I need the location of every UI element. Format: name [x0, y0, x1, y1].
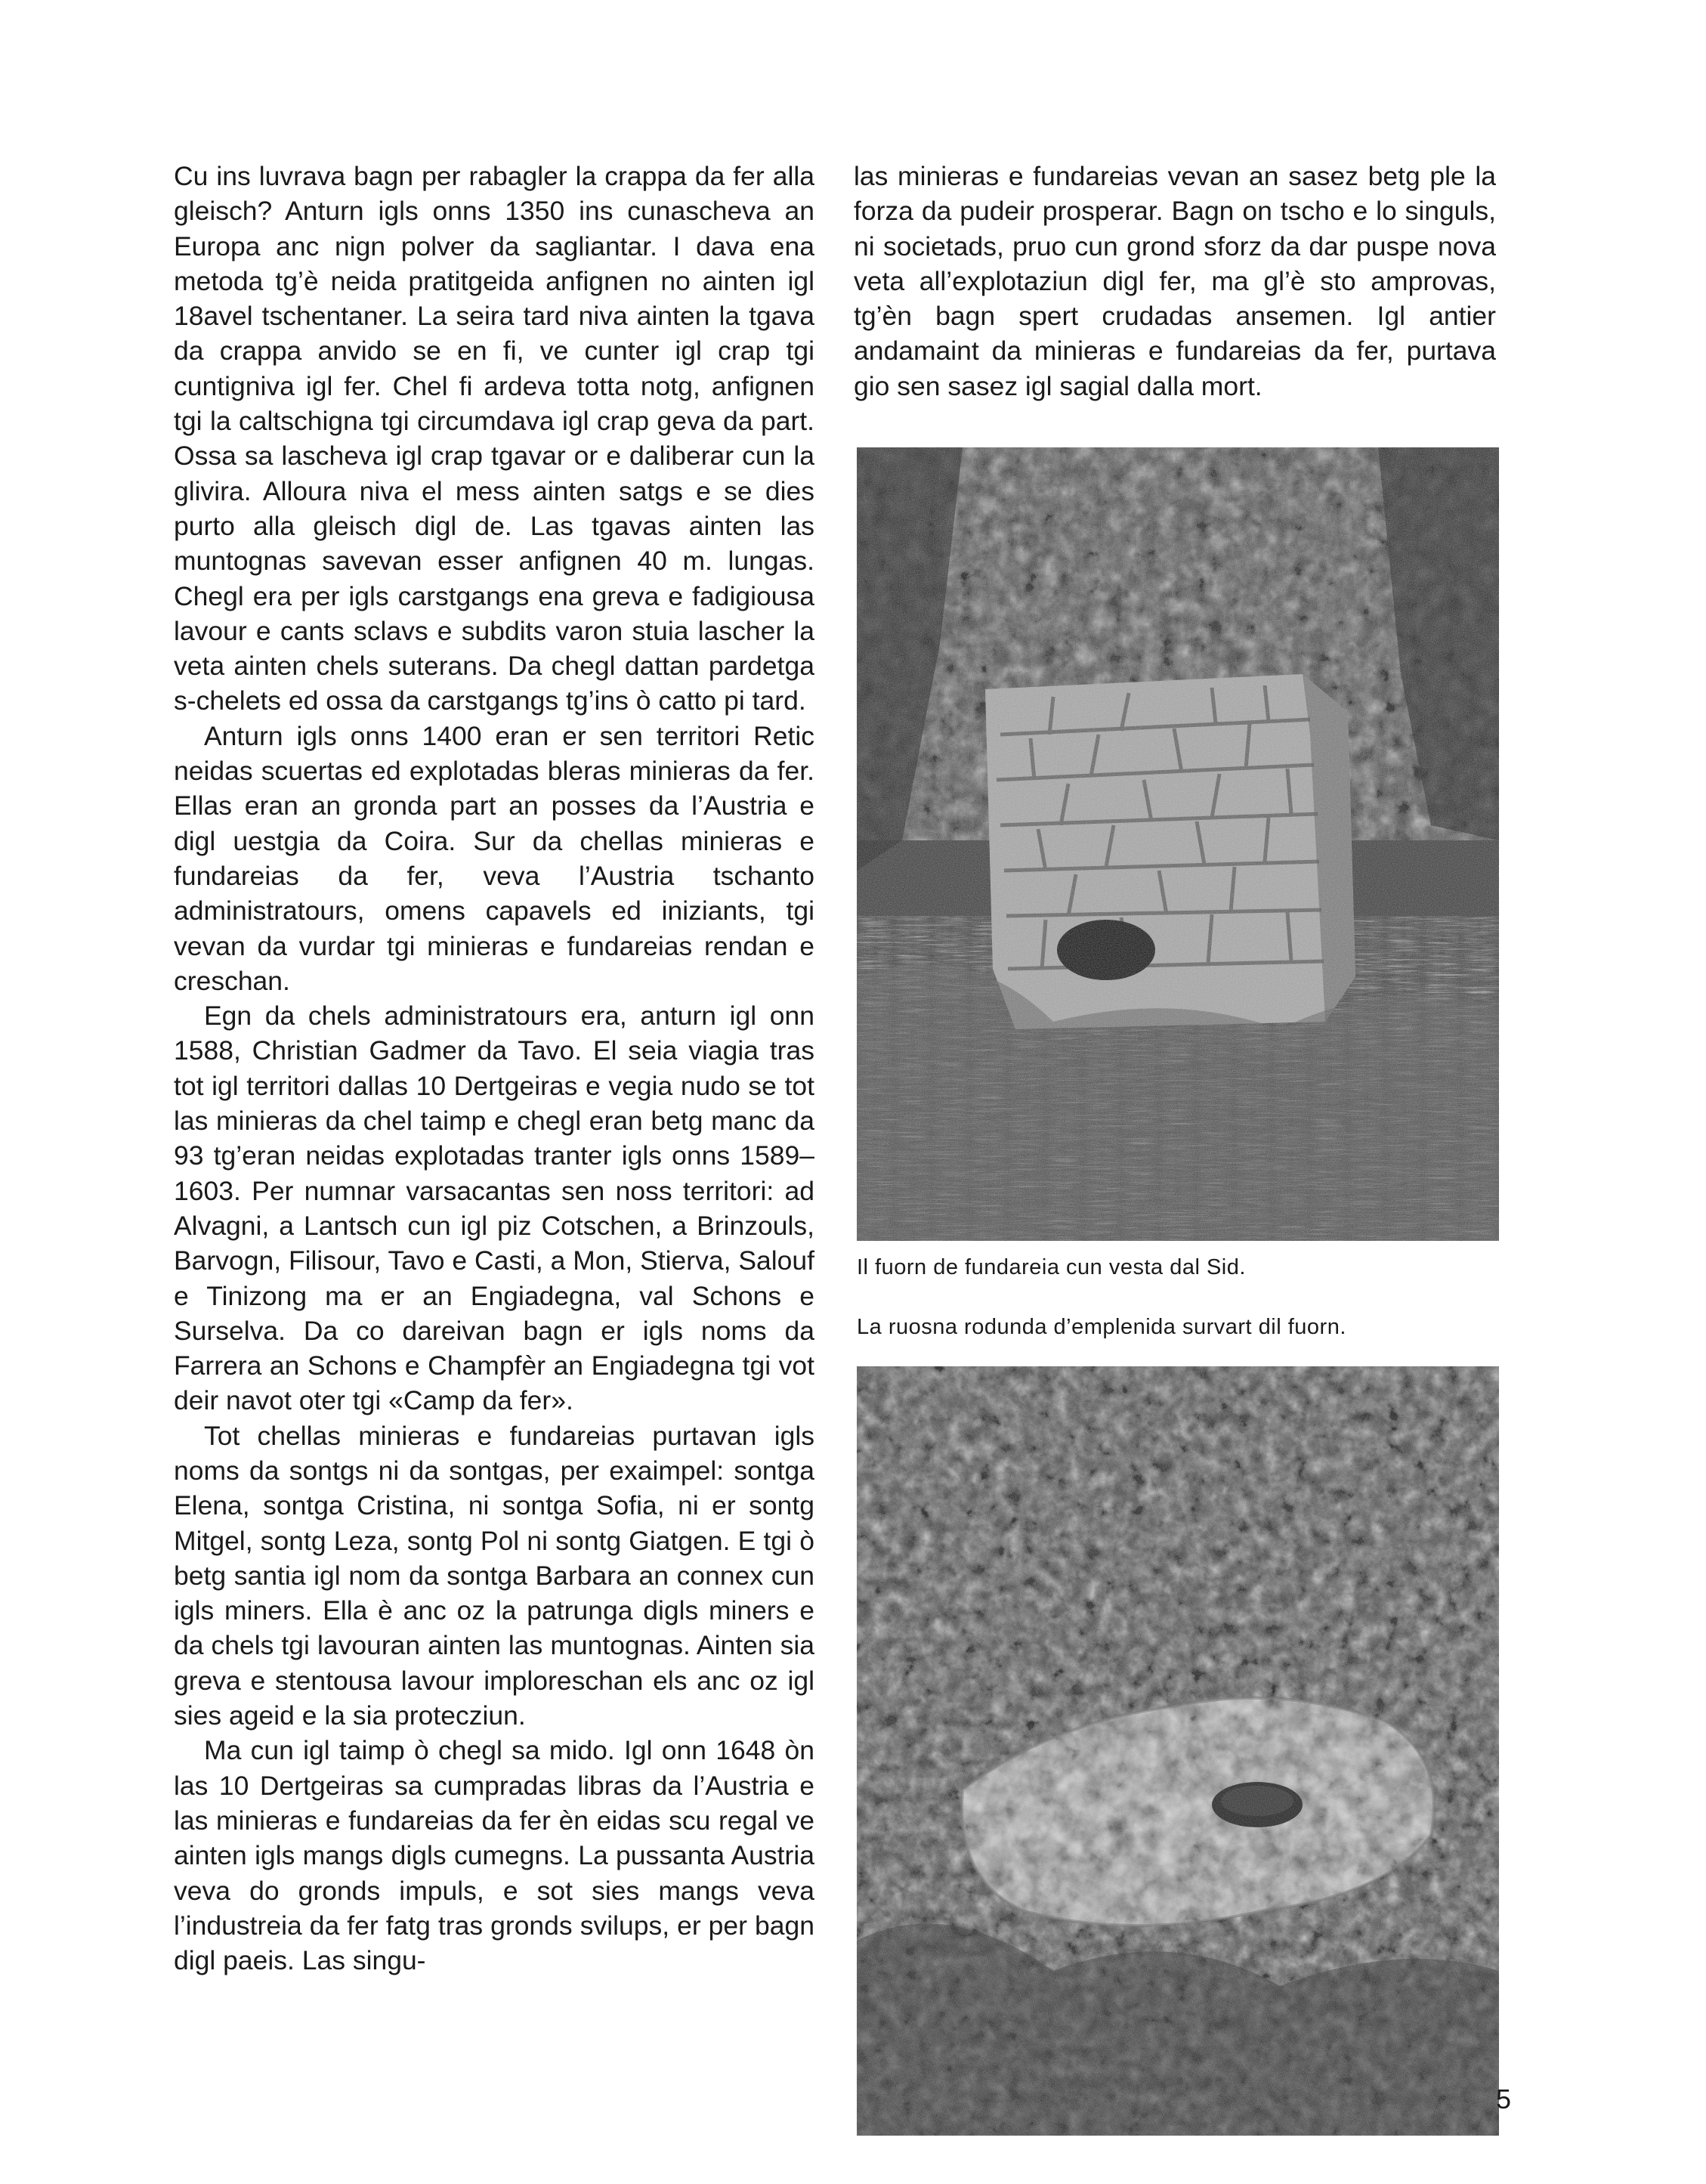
- right-text-column: [854, 159, 1496, 404]
- furnace-top-photo-image: [857, 1366, 1499, 2136]
- furnace-top-photo: [857, 1366, 1499, 2136]
- left-text-column: [174, 159, 814, 1978]
- body-paragraph: las minieras e fundareias vevan an sasez betg ple la forza da pudeir prosperar. Bagn on tscho e lo singuls, ni societads, pruo cun grond sforz da dar puspe nova veta all’explotaziun digl fer, ma gl’è sto amprovas, tg’èn bagn spert crudadas ansemen. Igl antier andamaint da minieras e fundareias da fer, purtava gio sen sasez igl sagial dalla mort.: [854, 161, 1496, 401]
- body-paragraph: Egn da chels administratours era, anturn igl onn 1588, Christian Gadmer da Tavo. El seia viagia tras tot igl territori dallas 10 Dertgeiras e vegia nudo se tot las minieras da chel taimp e chegl eran betg manc da 93 tg’eran neidas explotadas tranter igls onns 1589–1603. Per numnar varsacantas sen noss territori: ad Alvagni, a Lantsch cun igl piz Cotschen, a Brinzouls, Barvogn, Filisour, Tavo e Casti, a Mon, Stierva, Salouf e Tinizong ma er an Engiadegna, val Schons e Surselva. Da co dareivan bagn er igls noms da Farrera an Schons e Champfèr an Engiadegna tgi vot deir navot oter tgi «Camp da fer».: [174, 1001, 814, 1416]
- furnace-photo: [857, 447, 1499, 1241]
- body-paragraph: Tot chellas minieras e fundareias purtavan igls noms da sontgs ni da sontgas, per exaimpel: sontga Elena, sontga Cristina, ni sontga Sofia, ni er sontg Mitgel, sontg Leza, sontg Pol ni sontg Giatgen. E tgi ò betg santia igl nom da sontga Barbara an connex cun igls miners. Ella è anc oz la patrunga digls miners e da chels tgi lavouran ainten las muntognas. Ainten sia greva e stentousa lavour imploreschan els anc oz igl sies ageid e la sia protecziun.: [174, 1420, 814, 1731]
- body-paragraph: Anturn igls onns 1400 eran er sen territori Retic neidas scuertas ed explotadas bleras minieras da fer. Ellas eran an gronda part an posses da l’Austria e digl uestgia da Coira. Sur da chellas minieras e fundareias da fer, veva l’Austria tschanto administratours, omens capavels ed iniziants, tgi vevan da vurdar tgi minieras e fundareias rendan e creschan.: [174, 720, 814, 996]
- photo-caption: Il fuorn de fundareia cun vesta dal Sid.: [857, 1255, 1246, 1279]
- body-paragraph: Cu ins luvrava bagn per rabagler la crappa da fer alla gleisch? Anturn igls onns 1350 ins cunascheva an Europa anc nign polver da sagliantar. I dava ena metoda tg’è neida pratitgeida anfignen no ainten igl 18avel tschentaner. La seira tard niva ainten la tgava da crappa anvido se en fi, ve cunter igl crap tgi cuntigniva igl fer. Chel fi ardeva totta notg, anfignen tgi la caltschigna tgi circumdava igl crap geva da part. Ossa sa lascheva igl crap tgavar or e daliberar cun la glivira. Alloura niva el mess ainten satgs e se dies purto alla gleisch digl de. Las tgavas ainten las muntognas savevan esser anfignen 40 m. lungas. Chegl era per igls carstgangs ena greva e fadigiousa lavour e cants sclavs e subdits varon stuia lascher la veta ainten chels suterans. Da chegl dattan pardetga s-chelets ed ossa da carstgangs tg’ins ò catto pi tard.: [174, 161, 814, 716]
- photo-caption: La ruosna rodunda d’emplenida survart dil fuorn.: [857, 1315, 1346, 1339]
- page-number: 5: [1495, 2083, 1511, 2114]
- furnace-photo-image: [857, 447, 1499, 1241]
- body-paragraph: Ma cun igl taimp ò chegl sa mido. Igl onn 1648 òn las 10 Dertgeiras sa cumpradas libras da l’Austria e las minieras e fundareias da fer èn eidas scu regal ve ainten igls mangs digls cumegns. La pussanta Austria veva do gronds impuls, e sot sies mangs veva l’industreia da fer fatg tras gronds svilups, er per bagn digl paeis. Las singu-: [174, 1735, 814, 1976]
